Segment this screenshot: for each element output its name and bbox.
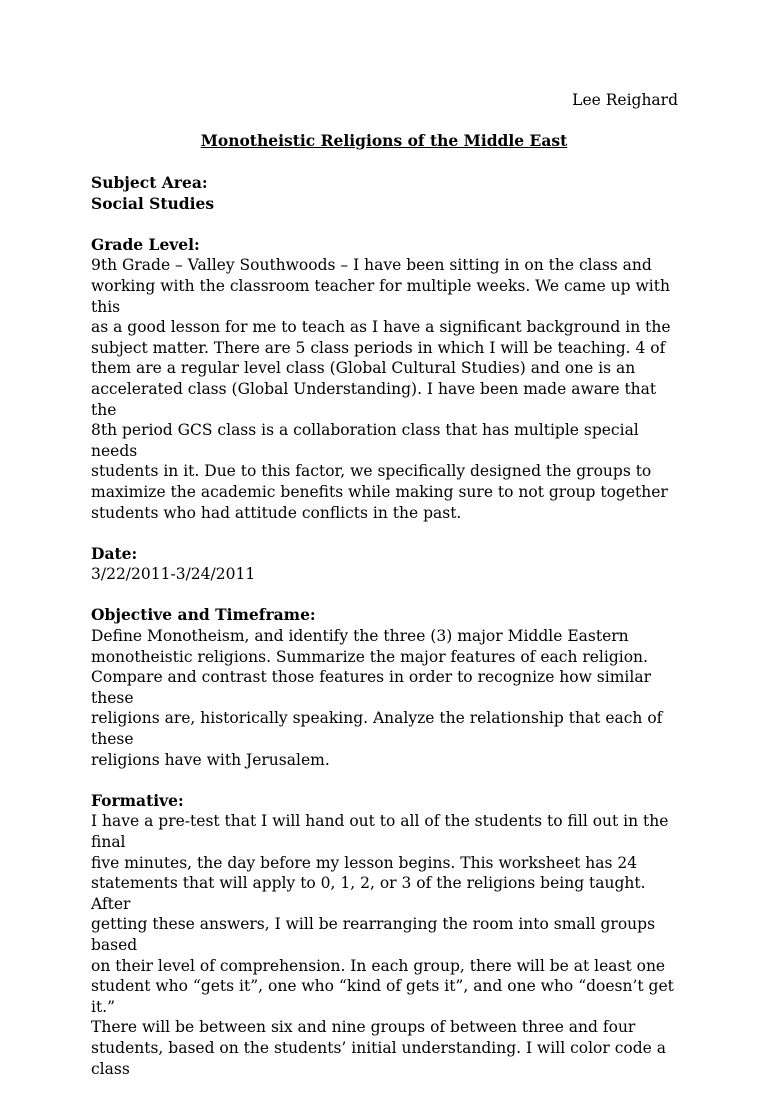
section-heading: Grade Level:	[91, 234, 200, 254]
document-title: Monotheistic Religions of the Middle East	[200, 131, 568, 150]
section-body: 3/22/2011-3/24/2011	[91, 565, 256, 584]
section-heading: Formative:	[91, 790, 184, 810]
section-body: 9th Grade – Valley Southwoods – I have been sitting in on the class and working with the classroom teacher for multiple weeks. We came up with this as a good lesson for me to teach as I have a significant background in the subject matter. There are 5 class periods in which I will be teaching. 4 of them are a regular level class (Global Cultural Studies) and one is an accelerated class (Global Understanding). I have been made aware that the 8th period GCS class is a collaboration class that has multiple special needs students in it. Due to this factor, we specifically designed the groups to maximize the academic benefits while making sure to not group together students who had attitude conflicts in the past.	[91, 256, 671, 522]
section-heading: Objective and Timeframe:	[91, 605, 316, 625]
section-body: Define Monotheism, and identify the three (3) major Middle Eastern monotheistic religions. Summarize the major features of each religion. Compare and contrast those features in order to recognize how similar these religions are, historically speaking. Analyze the relationship that each of these religions have with Jerusalem.	[91, 627, 663, 769]
section-objective-timeframe	[91, 605, 686, 770]
section-date	[91, 544, 686, 585]
section-heading: Subject Area:	[91, 173, 208, 192]
section-formative	[91, 791, 686, 1079]
section-heading: Date:	[91, 543, 138, 563]
author-name: Lee Reighard	[572, 91, 678, 109]
section-body: Social Studies	[91, 193, 215, 213]
section-grade-level	[91, 235, 686, 523]
document-body	[91, 173, 686, 1100]
section-body: I have a pre-test that I will hand out to all of the students to fill out in the final five minutes, the day before my lesson begins. This worksheet has 24 statements that will apply to 0, 1, 2, or 3 of the religions being taught. After getting these answers, I will be rearranging the room into small groups based on their level of comprehension. In each group, there will be at least one student who “gets it”, one who “kind of gets it”, and one who “doesn’t get it.” There will be between six and nine groups of between three and four students, based on the students’ initial understanding. I will color code a class	[91, 812, 674, 1078]
section-subject-area	[91, 173, 686, 214]
